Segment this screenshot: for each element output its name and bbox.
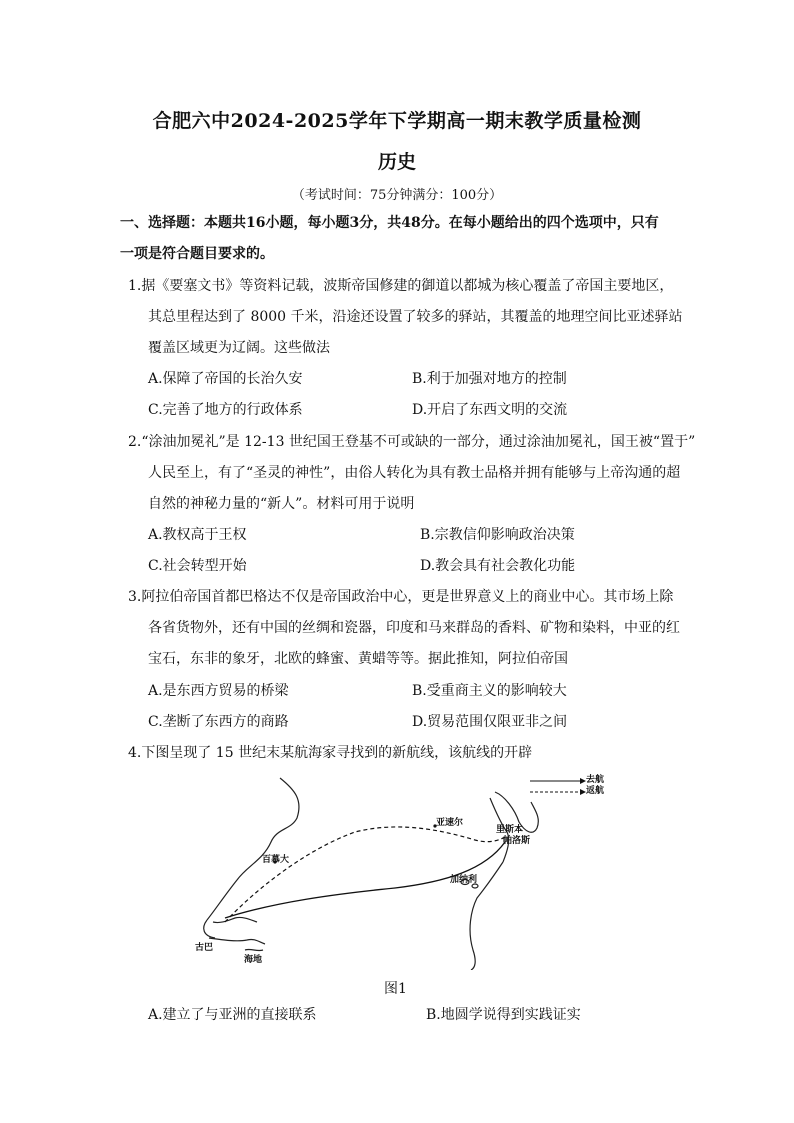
- figure-caption: 图1: [384, 981, 407, 997]
- question-2-line-2: 人民至上，有了“圣灵的神性”，由俗人转化为具有教士品格并拥有能够与上帝沟通的超: [148, 465, 681, 481]
- question-1-line-1: 1.据《要塞文书》等资料记载，波斯帝国修建的御道以都城为核心覆盖了帝国主要地区，: [128, 278, 674, 294]
- section-heading-line2: 一项是符合题目要求的。: [120, 246, 274, 262]
- question-3-option-c[interactable]: C.垄断了东西方的商路: [148, 714, 289, 730]
- place-lisbon: 里斯本: [496, 825, 524, 835]
- place-canaries: 加纳利: [450, 875, 478, 885]
- question-1-option-c[interactable]: C.完善了地方的行政体系: [148, 402, 303, 418]
- question-4-option-a[interactable]: A.建立了与亚洲的直接联系: [148, 1007, 317, 1023]
- legend-outbound-label: 去航: [586, 775, 605, 785]
- exam-meta: （考试时间：75分钟满分：100分）: [291, 188, 503, 203]
- question-1-option-b[interactable]: B.利于加强对地方的控制: [412, 371, 567, 387]
- question-4-option-b[interactable]: B.地圆学说得到实践证实: [426, 1007, 581, 1023]
- voyage-map: [185, 770, 625, 970]
- place-cuba: 古巴: [195, 943, 214, 953]
- question-3-line-2: 各省货物外，还有中国的丝绸和瓷器，印度和马来群岛的香料、矿物和染料，中亚的红: [148, 620, 680, 636]
- question-1-line-3: 覆盖区域更为辽阔。这些做法: [148, 340, 330, 356]
- question-3-option-a[interactable]: A.是东西方贸易的桥梁: [148, 683, 289, 699]
- section-heading-line1: 一、选择题：本题共16小题，每小题3分，共48分。在每小题给出的四个选项中，只有: [120, 215, 659, 231]
- question-2-line-3: 自然的神秘力量的“新人”。材料可用于说明: [148, 496, 415, 512]
- question-3-option-d[interactable]: D.贸易范围仅限亚非之间: [412, 714, 568, 730]
- question-2-line-1: 2.“涂油加冕礼”是 12-13 世纪国王登基不可或缺的一部分，通过涂油加冕礼，国王被“置于”: [128, 434, 696, 450]
- question-1-line-2: 其总里程达到了 8000 千米，沿途还设置了较多的驿站，其覆盖的地理空间比亚述驿站: [148, 309, 683, 325]
- legend-return-label: 返航: [586, 786, 605, 796]
- question-3-option-b[interactable]: B.受重商主义的影响较大: [412, 683, 567, 699]
- question-4-line-1: 4.下图呈现了 15 世纪末某航海家寻找到的新航线，该航线的开辟: [128, 745, 533, 761]
- subject-title: 历史: [377, 151, 416, 173]
- place-palos: 帕洛斯: [503, 836, 531, 846]
- page-title: 合肥六中2024-2025学年下学期高一期末教学质量检测: [152, 110, 642, 132]
- place-haiti: 海地: [244, 955, 263, 965]
- question-2-option-c[interactable]: C.社会转型开始: [148, 558, 247, 574]
- place-bermuda: 百慕大: [262, 855, 290, 865]
- question-1-option-d[interactable]: D.开启了东西文明的交流: [412, 402, 568, 418]
- question-3-line-1: 3.阿拉伯帝国首都巴格达不仅是帝国政治中心，更是世界意义上的商业中心。其市场上除: [128, 589, 674, 605]
- question-1-option-a[interactable]: A.保障了帝国的长治久安: [148, 371, 303, 387]
- question-3-line-3: 宝石，东非的象牙，北欧的蜂蜜、黄蜡等等。据此推知，阿拉伯帝国: [148, 651, 568, 667]
- question-2-option-d[interactable]: D.教会具有社会教化功能: [420, 558, 576, 574]
- question-2-option-a[interactable]: A.教权高于王权: [148, 527, 247, 543]
- place-azores: 亚速尔: [436, 818, 464, 828]
- question-2-option-b[interactable]: B.宗教信仰影响政治决策: [420, 527, 575, 543]
